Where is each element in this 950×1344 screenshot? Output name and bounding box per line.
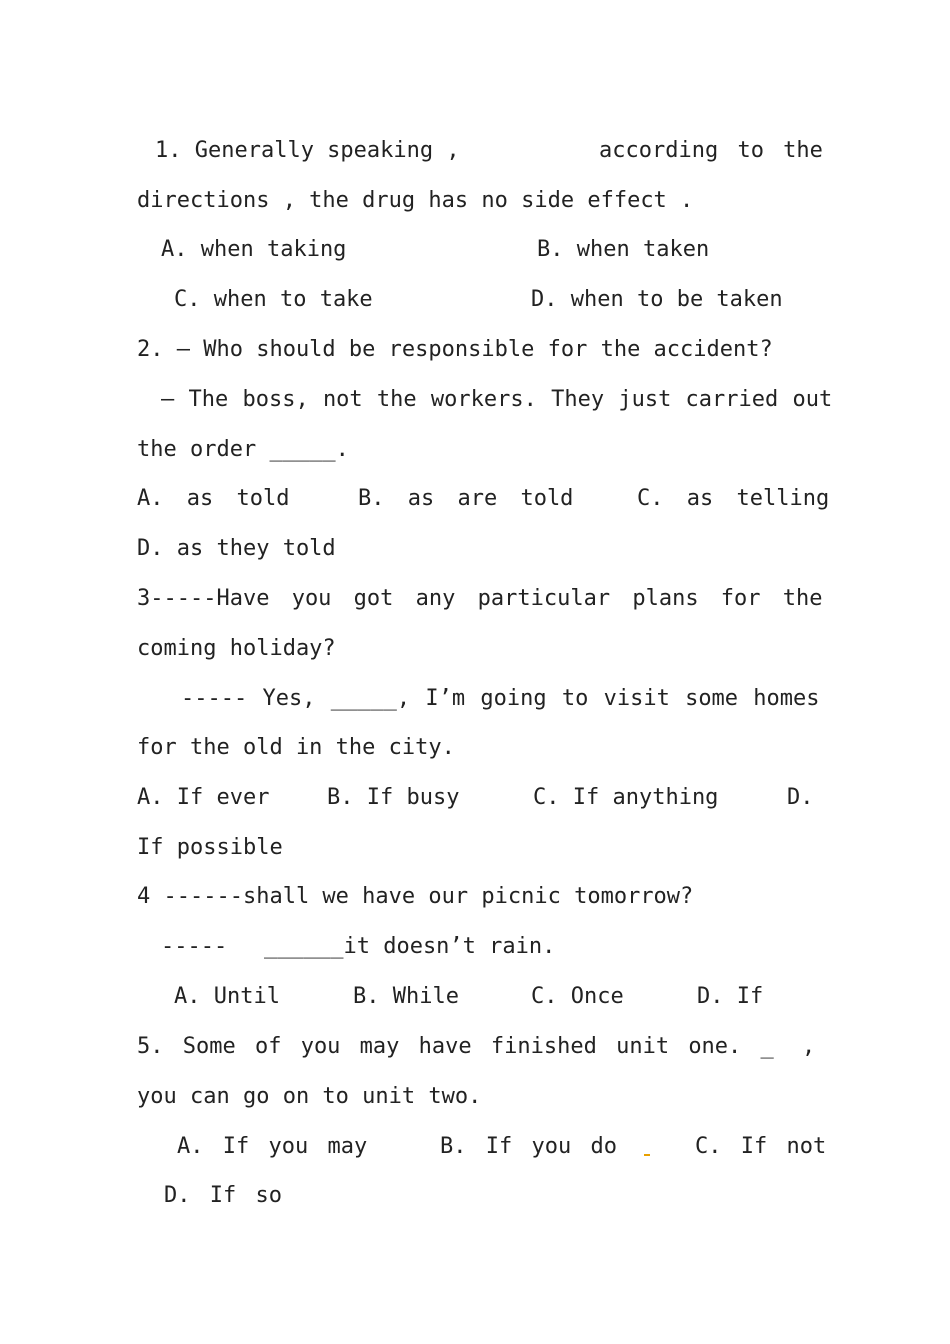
question-5-stem: 5. Some of you may have finished unit one. _ [137, 1034, 774, 1059]
question-5-option-c: C. If not [695, 1134, 827, 1159]
question-4-option-c: C. Once [531, 984, 624, 1009]
question-3-option-d: If possible [137, 835, 283, 860]
question-5-stem-cont: you can go on to unit two. [137, 1084, 482, 1109]
question-5-option-a: A. If you may [177, 1134, 368, 1159]
question-1-stem-end: according to the [599, 138, 823, 163]
question-2-reply-cont: the order _____. [137, 437, 349, 462]
question-2-option-a: A. as told [137, 486, 290, 511]
question-1-option-c: C. when to take [174, 287, 373, 312]
question-3-option-d-letter: D. [787, 785, 814, 810]
question-3-option-a: A. If ever [137, 785, 270, 810]
question-3-reply: ----- Yes, _____, I’m going to visit some homes [181, 686, 820, 711]
question-1-stem-line2: directions , the drug has no side effect . [137, 188, 694, 213]
question-2-option-c: C. as telling [637, 486, 830, 511]
question-5-stem-comma: , [802, 1034, 816, 1059]
question-2-option-d: D. as they told [137, 536, 336, 561]
question-1-option-d: D. when to be taken [531, 287, 783, 312]
question-5-option-d: D. If so [164, 1183, 282, 1208]
question-4-option-b: B. While [353, 984, 459, 1009]
question-4-option-d: D. If [697, 984, 764, 1009]
question-4-reply: ______it doesn’t rain. [264, 934, 556, 959]
question-3-option-c: C. If anything [533, 785, 719, 810]
question-4-reply-dashes: ----- [161, 934, 228, 959]
question-3-stem-cont: coming holiday? [137, 636, 336, 661]
question-2-reply: – The boss, not the workers. They just carried out [161, 387, 833, 412]
question-4-stem: 4 ------shall we have our picnic tomorrow? [137, 884, 694, 909]
question-3-option-b: B. If busy [327, 785, 460, 810]
question-2-option-b: B. as are told [358, 486, 574, 511]
question-3-stem: 3-----Have you got any particular plans for the [137, 586, 823, 611]
question-1-option-a: A. when taking [161, 237, 347, 262]
question-5-option-b: B. If you do [440, 1134, 617, 1159]
question-1-stem-start: 1. Generally speaking , [155, 138, 460, 163]
question-2-stem: 2. – Who should be responsible for the accident? [137, 337, 773, 362]
question-4-option-a: A. Until [174, 984, 280, 1009]
question-3-reply-cont: for the old in the city. [137, 735, 455, 760]
question-1-option-b: B. when taken [537, 237, 710, 262]
stray-mark [644, 1154, 650, 1156]
